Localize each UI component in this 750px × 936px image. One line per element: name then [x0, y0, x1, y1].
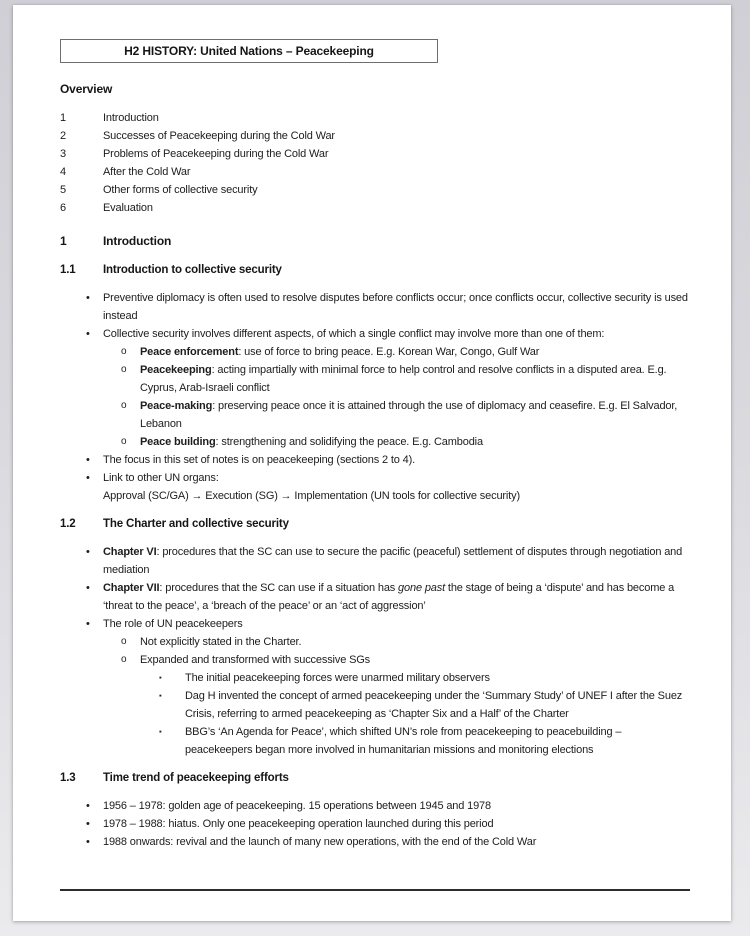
bullet-item	[86, 325, 690, 343]
bullet-marker-icon: o	[121, 636, 127, 647]
doc-blocks	[60, 80, 690, 891]
bullet-text	[103, 797, 690, 815]
toc-number: 3	[60, 148, 66, 160]
bullet-text	[185, 687, 690, 723]
bullet-text	[140, 651, 690, 669]
text-run: BBG’s ‘An Agenda for Peace’, which shifted UN’s role from peacekeeping to peacebuilding – peacekeepers began more involved in humanitarian missions and monitoring elections	[185, 726, 622, 756]
bullet-text	[103, 543, 690, 579]
document-page	[13, 5, 731, 921]
text-run: : acting impartially with minimal force to help control and resolve conflicts in a disputed area. E.g. Cyprus, Arab-Israeli conflict	[140, 364, 667, 394]
toc-label: Problems of Peacekeeping during the Cold War	[103, 148, 329, 160]
document-title-box	[60, 39, 438, 63]
overview-heading: Overview	[60, 82, 113, 96]
text-run: : strengthening and solidifying the peace. E.g. Cambodia	[215, 436, 483, 448]
bullet-item	[121, 361, 690, 397]
bullet-marker-icon: o	[121, 654, 127, 665]
text-run: The role of UN peacekeepers	[103, 618, 243, 630]
text-run: Approval (SC/GA) → Execution (SG) → Implementation (UN tools for collective security)	[103, 490, 520, 502]
document-body	[13, 5, 731, 891]
bullet-text	[103, 469, 690, 505]
text-run: Not explicitly stated in the Charter.	[140, 636, 302, 648]
toc-row	[60, 145, 690, 163]
bullet-text	[140, 343, 690, 361]
bullet-list	[60, 797, 690, 851]
bullet-item	[121, 433, 690, 451]
subsection-heading	[60, 515, 690, 533]
toc-number: 1	[60, 112, 66, 124]
bullet-item	[159, 669, 690, 687]
bullet-item	[86, 615, 690, 633]
bullet-text	[103, 325, 690, 343]
bullet-marker-icon: •	[86, 546, 90, 558]
text-run: The initial peacekeeping forces were unarmed military observers	[185, 672, 490, 684]
toc-list	[60, 109, 690, 217]
toc-number: 5	[60, 184, 66, 196]
text-run: 1988 onwards: revival and the launch of many new operations, with the end of the Cold War	[103, 836, 537, 848]
toc-number: 6	[60, 202, 66, 214]
bullet-item	[86, 543, 690, 579]
bullet-text	[103, 833, 690, 851]
bullet-marker-icon: •	[86, 582, 90, 594]
bullet-marker-icon: •	[86, 472, 90, 484]
text-run: : procedures that the SC can use to secure the pacific (peaceful) settlement of disputes through negotiation and mediation	[103, 546, 683, 576]
bullet-marker-icon: •	[86, 292, 90, 304]
toc-row	[60, 199, 690, 217]
heading-text: The Charter and collective security	[103, 518, 289, 530]
bullet-text	[140, 361, 690, 397]
bullet-text	[103, 815, 690, 833]
bullet-marker-icon: •	[86, 818, 90, 830]
bullet-marker-icon: •	[86, 454, 90, 466]
bullet-marker-icon: •	[86, 836, 90, 848]
bullet-list	[60, 543, 690, 759]
bullet-item	[86, 289, 690, 325]
bullet-item	[86, 797, 690, 815]
bullet-text	[185, 669, 690, 687]
text-run: : use of force to bring peace. E.g. Korean War, Congo, Gulf War	[238, 346, 540, 358]
bullet-item	[121, 343, 690, 361]
toc-label: Other forms of collective security	[103, 184, 258, 196]
bullet-item	[86, 579, 690, 615]
heading-text: Time trend of peacekeeping efforts	[103, 772, 289, 784]
document-title: H2 HISTORY: United Nations – Peacekeeping	[124, 44, 374, 58]
heading-number: 1	[60, 234, 67, 248]
text-run: Peace-making	[140, 400, 213, 412]
toc-label: After the Cold War	[103, 166, 191, 178]
heading-text: Introduction	[103, 234, 172, 248]
bullet-item	[121, 397, 690, 433]
text-run: Peace building	[140, 436, 216, 448]
heading-text: Introduction to collective security	[103, 264, 282, 276]
bullet-marker-icon: o	[121, 364, 127, 375]
bullet-text	[140, 633, 690, 651]
bullet-text	[103, 451, 690, 469]
toc-label: Successes of Peacekeeping during the Cold War	[103, 130, 335, 142]
bullet-item	[121, 633, 690, 651]
bullet-item	[121, 651, 690, 669]
bullet-text	[103, 579, 690, 615]
bullet-marker-icon: o	[121, 436, 127, 447]
text-run: 1978 – 1988: hiatus. Only one peacekeeping operation launched during this period	[103, 818, 494, 830]
bullet-marker-icon: •	[86, 800, 90, 812]
text-run: Expanded and transformed with successive SGs	[140, 654, 371, 666]
bullet-text	[140, 433, 690, 451]
toc-label: Introduction	[103, 112, 159, 124]
text-run: the stage of being a ‘dispute’ and has become a ‘threat to the peace’, a ‘breach of the peace’ or an ‘act of aggression’	[103, 582, 675, 612]
toc-row	[60, 127, 690, 145]
text-run: Peace enforcement	[140, 346, 239, 358]
bullet-item	[159, 723, 690, 759]
subsection-heading	[60, 769, 690, 787]
toc-number: 4	[60, 166, 66, 178]
toc-row	[60, 163, 690, 181]
bullet-marker-icon: ▪	[159, 727, 162, 736]
bullet-text	[185, 723, 690, 759]
bullet-text	[103, 615, 690, 633]
bullet-marker-icon: ▪	[159, 673, 162, 682]
bullet-item	[86, 451, 690, 469]
text-run: gone past	[398, 582, 446, 594]
bullet-marker-icon: •	[86, 328, 90, 340]
text-run: : preserving peace once it is attained through the use of diplomacy and ceasefire. E.g. El Salvador, Lebanon	[140, 400, 678, 430]
bullet-marker-icon: •	[86, 618, 90, 630]
text-run: : procedures that the SC can use if a situation has	[159, 582, 399, 594]
toc-row	[60, 181, 690, 199]
text-run: Chapter VII	[103, 582, 160, 594]
bullet-marker-icon: ▪	[159, 691, 162, 700]
heading-number: 1.3	[60, 772, 76, 784]
subsection-heading	[60, 261, 690, 279]
section-heading	[60, 232, 690, 250]
toc-number: 2	[60, 130, 66, 142]
bullet-list	[60, 289, 690, 505]
footer-rule	[60, 889, 690, 891]
bullet-item	[86, 815, 690, 833]
text-run: The focus in this set of notes is on peacekeeping (sections 2 to 4).	[103, 454, 416, 466]
bullet-text	[103, 289, 690, 325]
heading-number: 1.1	[60, 264, 76, 276]
bullet-item	[86, 469, 690, 505]
text-run: 1956 – 1978: golden age of peacekeeping. 15 operations between 1945 and 1978	[103, 800, 491, 812]
bullet-marker-icon: o	[121, 400, 127, 411]
heading-number: 1.2	[60, 518, 76, 530]
bullet-item	[159, 687, 690, 723]
bullet-marker-icon: o	[121, 346, 127, 357]
bullet-item	[86, 833, 690, 851]
text-run: Link to other UN organs:	[103, 472, 219, 484]
text-run: Preventive diplomacy is often used to resolve disputes before conflicts occur; once conflicts occur, collective security is used instead	[103, 292, 688, 322]
toc-label: Evaluation	[103, 202, 153, 214]
text-run: Peacekeeping	[140, 364, 212, 376]
bullet-text	[140, 397, 690, 433]
text-run: Collective security involves different aspects, of which a single conflict may involve more than one of them:	[103, 328, 605, 340]
text-run: Chapter VI	[103, 546, 157, 558]
text-run: Dag H invented the concept of armed peacekeeping under the ‘Summary Study’ of UNEF I after the Suez Crisis, referring to armed peacekeeping as ‘Chapter Six and a Half’ of the Charter	[185, 690, 683, 720]
toc-row	[60, 109, 690, 127]
